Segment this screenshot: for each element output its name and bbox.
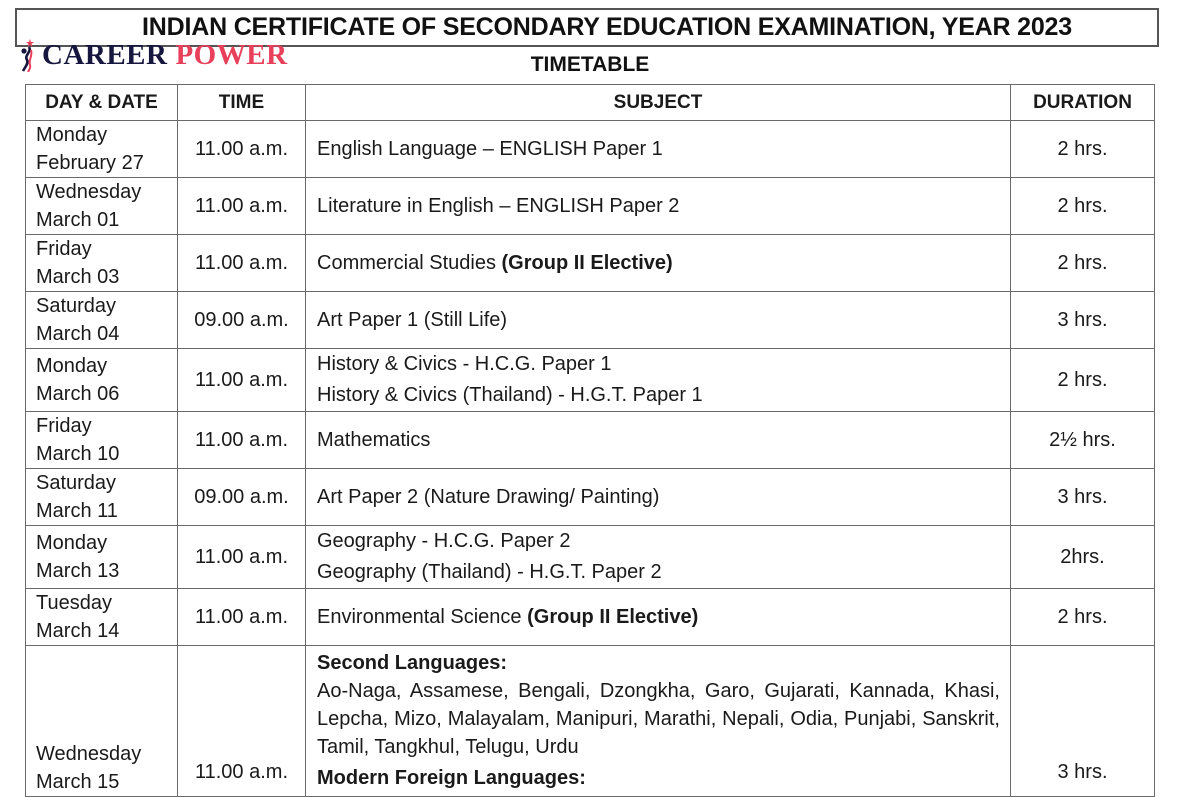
duration-cell: 3 hrs.	[1011, 469, 1155, 526]
day-date-cell	[26, 469, 178, 526]
column-header-day-date: DAY & DATE	[26, 85, 178, 121]
subject: Geography - H.C.G. Paper 2	[317, 530, 571, 552]
day: Wednesday	[36, 181, 142, 203]
exam-timetable	[25, 84, 1155, 797]
subject-group-note: (Group II Elective)	[527, 606, 699, 628]
day: Saturday	[36, 472, 117, 494]
time-cell: 11.00 a.m.	[178, 412, 306, 469]
day: Tuesday	[36, 592, 112, 614]
day: Friday	[36, 415, 92, 437]
duration-cell: 2½ hrs.	[1011, 412, 1155, 469]
duration-cell: 2 hrs.	[1011, 235, 1155, 292]
day-date-cell	[26, 589, 178, 646]
table-row	[26, 589, 1155, 646]
duration-cell: 2hrs.	[1011, 526, 1155, 589]
table-row	[26, 292, 1155, 349]
subject-cell	[306, 121, 1011, 178]
day-date-cell	[26, 235, 178, 292]
subject: Mathematics	[317, 429, 431, 451]
subject: Art Paper 1 (Still Life)	[317, 309, 508, 331]
time-cell: 11.00 a.m.	[178, 349, 306, 412]
table-row	[26, 526, 1155, 589]
table-row	[26, 646, 1155, 797]
day-date-cell	[26, 178, 178, 235]
subject-cell	[306, 646, 1011, 797]
column-header-time: TIME	[178, 85, 306, 121]
day: Monday	[36, 355, 108, 377]
modern-foreign-languages-heading: Modern Foreign Languages:	[317, 767, 586, 789]
duration-cell: 3 hrs.	[1011, 646, 1155, 797]
date: March 10	[36, 443, 120, 465]
date: March 01	[36, 209, 120, 231]
second-languages-list: Ao-Naga, Assamese, Bengali, Dzongkha, Garo, Gujarati, Kannada, Khasi, Lepcha, Mizo, Malayalam, Manipuri, Marathi, Nepali, Odia, Punjabi, Sanskrit, Tamil, Tangkhul, Telugu, Urdu	[317, 680, 1000, 758]
duration-cell: 2 hrs.	[1011, 589, 1155, 646]
day-date-cell	[26, 292, 178, 349]
date: March 14	[36, 620, 120, 642]
column-header-subject: SUBJECT	[306, 85, 1011, 121]
time-cell: 11.00 a.m.	[178, 526, 306, 589]
subject: Literature in English – ENGLISH Paper 2	[317, 195, 680, 217]
day-date-cell	[26, 646, 178, 797]
table-row	[26, 235, 1155, 292]
time-cell: 11.00 a.m.	[178, 178, 306, 235]
table-header-row	[26, 85, 1155, 121]
time-cell: 11.00 a.m.	[178, 235, 306, 292]
date: March 06	[36, 383, 120, 405]
runner-star-icon	[18, 38, 38, 72]
subject: English Language – ENGLISH Paper 1	[317, 138, 663, 160]
day-date-cell	[26, 349, 178, 412]
day: Monday	[36, 124, 108, 146]
date: February 27	[36, 152, 144, 174]
day-date-cell	[26, 526, 178, 589]
table-row	[26, 121, 1155, 178]
date: March 13	[36, 560, 120, 582]
document-title: INDIAN CERTIFICATE OF SECONDARY EDUCATION EXAMINATION, YEAR 2023	[142, 13, 1072, 41]
duration-cell: 2 hrs.	[1011, 349, 1155, 412]
time-cell: 11.00 a.m.	[178, 121, 306, 178]
time-cell: 09.00 a.m.	[178, 292, 306, 349]
table-row	[26, 469, 1155, 526]
date: March 03	[36, 266, 120, 288]
logo-word-power: POWER	[175, 38, 288, 71]
day: Saturday	[36, 295, 117, 317]
duration-cell: 2 hrs.	[1011, 121, 1155, 178]
subject: Environmental Science	[317, 606, 528, 628]
subject-line-2: History & Civics (Thailand) - H.G.T. Paper 1	[317, 384, 703, 406]
subject-cell	[306, 412, 1011, 469]
subject-cell	[306, 589, 1011, 646]
day: Wednesday	[36, 743, 142, 765]
subject-group-note: (Group II Elective)	[501, 252, 673, 274]
date: March 15	[36, 771, 120, 793]
subject-line-2: Geography (Thailand) - H.G.T. Paper 2	[317, 561, 662, 583]
career-power-logo	[18, 38, 288, 72]
subject-cell	[306, 349, 1011, 412]
duration-cell: 3 hrs.	[1011, 292, 1155, 349]
logo-word-career: CAREER	[42, 38, 168, 71]
day-date-cell	[26, 121, 178, 178]
subject-cell	[306, 178, 1011, 235]
table-row	[26, 178, 1155, 235]
time-cell: 09.00 a.m.	[178, 469, 306, 526]
subject-cell	[306, 292, 1011, 349]
second-languages-heading: Second Languages:	[317, 652, 508, 674]
table-row	[26, 412, 1155, 469]
day: Monday	[36, 532, 108, 554]
day-date-cell	[26, 412, 178, 469]
date: March 11	[36, 500, 118, 522]
subject: Commercial Studies	[317, 252, 502, 274]
time-cell: 11.00 a.m.	[178, 589, 306, 646]
column-header-duration: DURATION	[1011, 85, 1155, 121]
day: Friday	[36, 238, 92, 260]
subject: History & Civics - H.C.G. Paper 1	[317, 353, 612, 375]
table-row	[26, 349, 1155, 412]
time-cell: 11.00 a.m.	[178, 646, 306, 797]
duration-cell: 2 hrs.	[1011, 178, 1155, 235]
subject-cell	[306, 235, 1011, 292]
subject: Art Paper 2 (Nature Drawing/ Painting)	[317, 486, 660, 508]
subject-cell	[306, 526, 1011, 589]
document-subtitle: TIMETABLE	[530, 53, 650, 76]
date: March 04	[36, 323, 120, 345]
subject-cell	[306, 469, 1011, 526]
